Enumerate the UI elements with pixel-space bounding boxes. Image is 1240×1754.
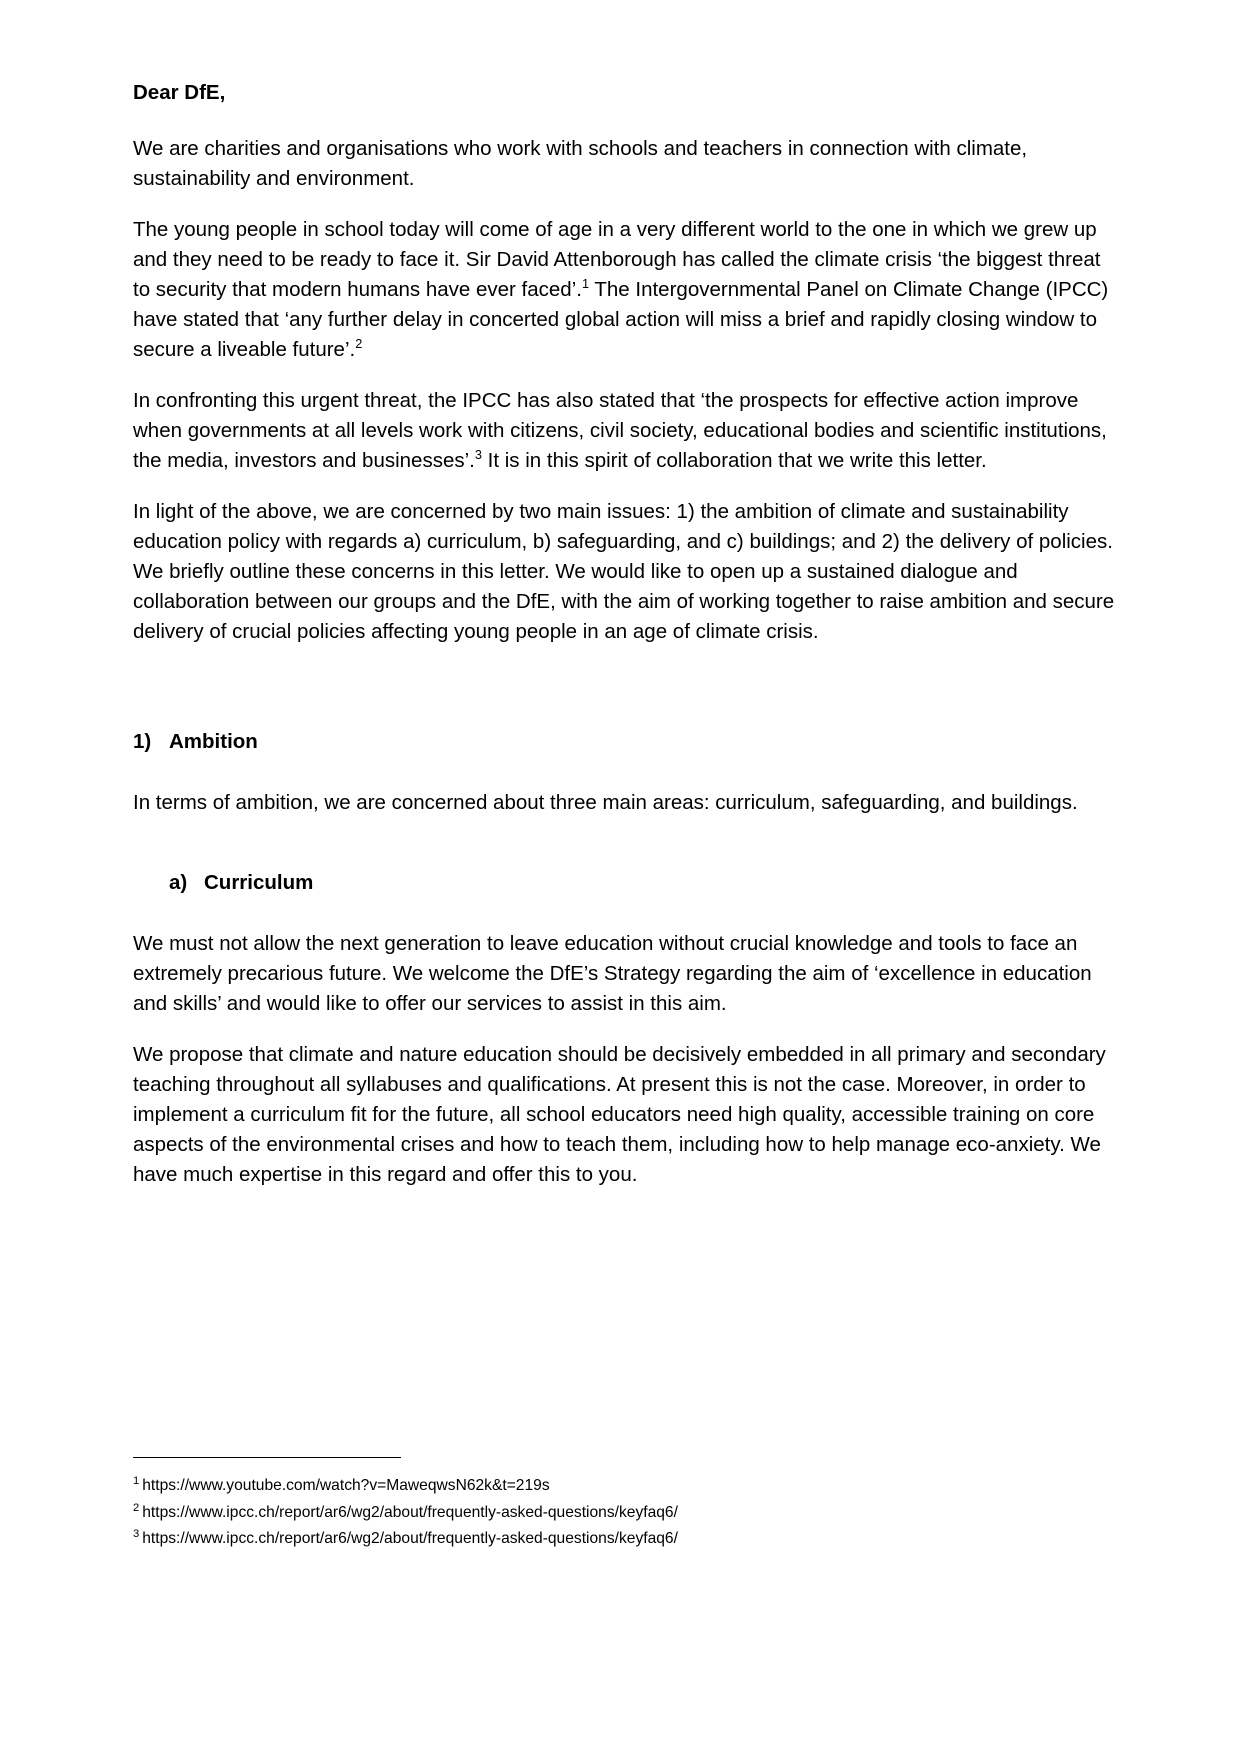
- footnote-url[interactable]: https://www.youtube.com/watch?v=MaweqwsN62k&t=219s: [142, 1477, 550, 1495]
- paragraph-ambition-intro: In terms of ambition, we are concerned about three main areas: curriculum, safeguarding, and buildings.: [133, 790, 1078, 814]
- footnote-item: [133, 1474, 1118, 1499]
- footnote-url[interactable]: https://www.ipcc.ch/report/ar6/wg2/about/frequently-asked-questions/keyfaq6/: [142, 1530, 678, 1548]
- salutation: Dear DfE,: [133, 81, 226, 104]
- footnote-url[interactable]: https://www.ipcc.ch/report/ar6/wg2/about/frequently-asked-questions/keyfaq6/: [142, 1503, 678, 1521]
- paragraph-text-part: The young people in school today will come of age in a very different world to the one in which we grew up and they need to be ready to face it. Sir David Attenborough has called the climate crisis ‘the biggest threat to security that modern humans have ever faced’.: [133, 218, 1101, 302]
- paragraph-concerns: In light of the above, we are concerned by two main issues: 1) the ambition of climate and sustainability education policy with regards a) curriculum, b) safeguarding, and c) buildings; and 2) the delivery of policies. We briefly outline these concerns in this letter. We would like to open up a sustained dialogue and collaboration between our groups and the DfE, with the aim of working together to raise ambition and secure delivery of crucial policies affecting young people in an age of climate crisis.: [133, 500, 1115, 644]
- paragraph-curriculum-1: We must not allow the next generation to leave education without crucial knowledge and tools to face an extremely precarious future. We welcome the DfE’s Strategy regarding the aim of ‘excellence in education and skills’ and would like to offer our services to assist in this aim.: [133, 931, 1092, 1015]
- footnote-item: [133, 1527, 1118, 1552]
- subheading-marker: a): [169, 870, 188, 894]
- paragraph-curriculum-2: We propose that climate and nature education should be decisively embedded in all primary and secondary teaching throughout all syllabuses and qualifications. At present this is not the case. Moreover, in order to implement a curriculum fit for the future, all school educators need high quality, accessible training on core aspects of the environmental crises and how to teach them, including how to help manage eco-anxiety. We have much expertise in this regard and offer this to you.: [133, 1042, 1106, 1186]
- footnote-ref-3[interactable]: 3: [474, 447, 482, 463]
- subsection-spacer: [133, 839, 1118, 868]
- footnote-ref-2[interactable]: 2: [355, 336, 363, 352]
- footnote-item: [133, 1501, 1118, 1526]
- footnote-mark: 2: [133, 1501, 140, 1514]
- document-body: [133, 78, 1118, 1190]
- heading-marker: 1): [133, 729, 152, 753]
- paragraph-text-part: In confronting this urgent threat, the IPCC has also stated that ‘the prospects for effective action improve when governments at all levels work with citizens, civil society, educational bodies and scientific institutions, the media, investors and businesses’.: [133, 389, 1107, 473]
- subheading-gap: [133, 898, 1118, 929]
- subheading-label: Curriculum: [204, 870, 314, 894]
- footnote-separator-rule: [133, 1457, 401, 1458]
- footnote-mark: 1: [133, 1474, 140, 1487]
- paragraph-confronting: [133, 386, 1118, 476]
- heading-section-1-ambition: [133, 727, 1118, 757]
- heading-gap: [133, 757, 1118, 788]
- paragraph-young-people: [133, 215, 1118, 365]
- footnote-mark: 3: [133, 1528, 140, 1541]
- heading-label: Ambition: [169, 729, 258, 753]
- footnotes-area: [133, 1457, 1118, 1554]
- heading-subsection-a-curriculum: [169, 868, 1118, 898]
- section-spacer: [133, 669, 1118, 727]
- paragraph-text-part: The Intergovernmental Panel on Climate Change (IPCC) have stated that ‘any further delay in concerted global action will miss a brief and rapidly closing window to secure a liveable future’.: [133, 278, 1109, 362]
- footnote-ref-1[interactable]: 1: [581, 276, 590, 292]
- paragraph-text-part: It is in this spirit of collaboration that we write this letter.: [481, 449, 987, 473]
- paragraph-intro: We are charities and organisations who work with schools and teachers in connection with climate, sustainability and environment.: [133, 137, 1028, 191]
